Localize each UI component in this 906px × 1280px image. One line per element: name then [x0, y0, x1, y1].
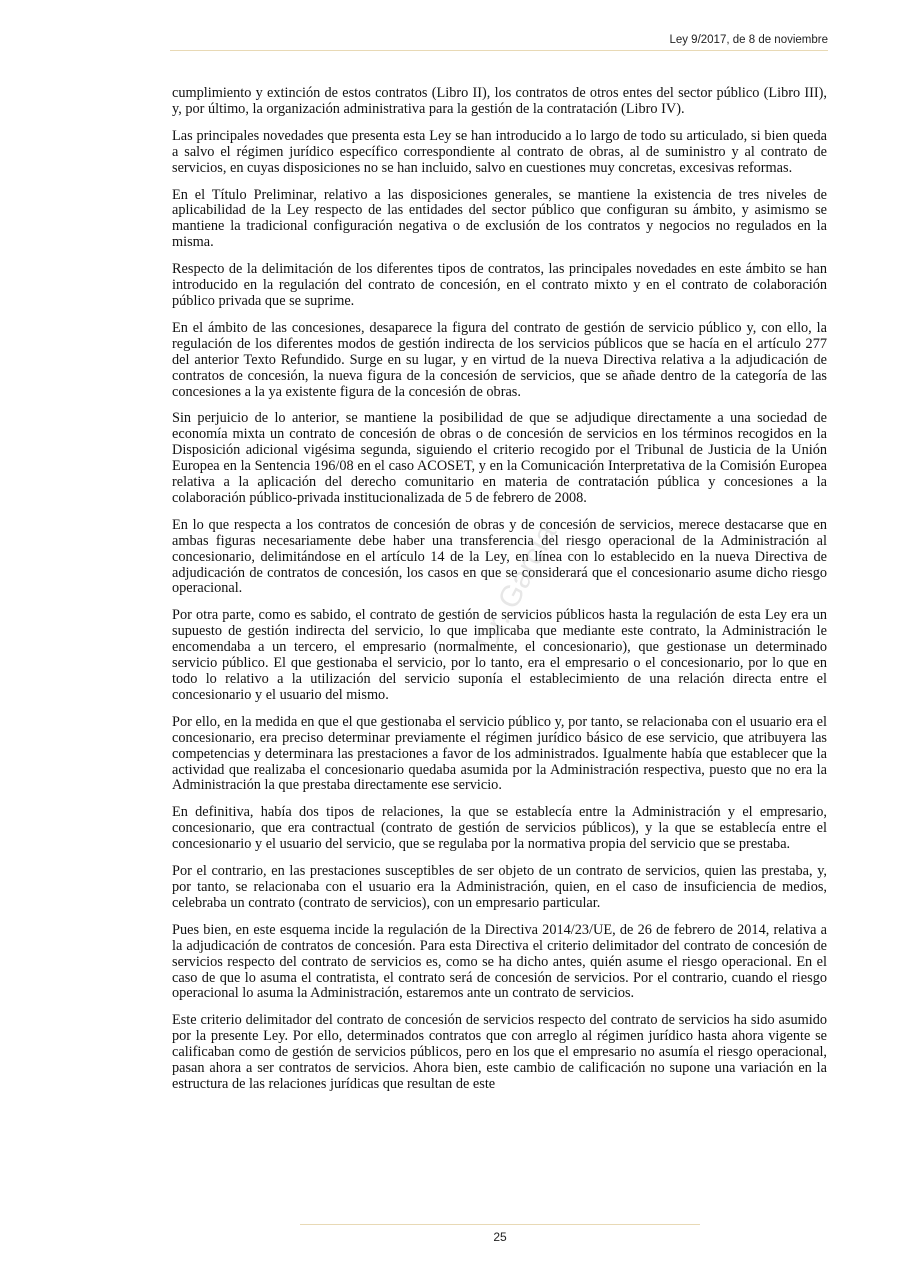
footer-divider — [300, 1224, 700, 1225]
paragraph: En lo que respecta a los contratos de concesión de obras y de concesión de servicios, merece destacarse que en ambas figuras necesariamente debe haber una transferencia del riesgo operacional de la Administración al concesionario, delimitándose en el artículo 14 de la Ley, en línea con lo establecido en la nueva Directiva de adjudicación de contratos de concesión, los casos en que se considerará que el concesionario asume dicho riesgo operacional. — [172, 516, 827, 597]
header-divider — [170, 50, 828, 51]
paragraph: Respecto de la delimitación de los diferentes tipos de contratos, las principales novedades en este ámbito se han introducido en la regulación del contrato de concesión, en el contrato mixto y en el contrato de colaboración público privada que se suprime. — [172, 261, 827, 309]
paragraph: Sin perjuicio de lo anterior, se mantiene la posibilidad de que se adjudique directamente a una sociedad de economía mixta un contrato de concesión de obras o de concesión de servicios en los términos recogidos en la Disposición adicional vigésima segunda, siguiendo el criterio recogido por el Tribunal de Justicia de la Unión Europea en la Sentencia 196/08 en el caso ACOSET, y en la Comunicación Interpretativa de la Comisión Europea relativa a la aplicación del derecho comunitario en materia de contratación pública y concesiones a la colaboración público-privada institucionalizada de 5 de febrero de 2008. — [172, 410, 827, 506]
paragraph: cumplimiento y extinción de estos contratos (Libro II), los contratos de otros entes del sector público (Libro III), y, por último, la organización administrativa para la gestión de la contratación (Libro IV). — [172, 85, 827, 117]
paragraph: En el Título Preliminar, relativo a las disposiciones generales, se mantiene la existencia de tres niveles de aplicabilidad de la Ley respecto de las entidades del sector público que configuran su ámbito, y asimismo se mantiene la tradicional configuración negativa o de exclusión de los contratos y negocios no regulados en la misma. — [172, 186, 827, 251]
document-body — [172, 86, 827, 1104]
paragraph: En definitiva, había dos tipos de relaciones, la que se establecía entre la Administración y el empresario, concesionario, que era contractual (contrato de gestión de servicios públicos), y la que se establecía entre el concesionario y el usuario del servicio, que se regulaba por la normativa propia del servicio que se prestaba. — [172, 804, 827, 853]
paragraph: Por otra parte, como es sabido, el contrato de gestión de servicios públicos hasta la regulación de esta Ley era un supuesto de gestión indirecta del servicio, lo que implicaba que mediante este contrato, la Administración le encomendaba a un tercero, el empresario (normalmente, el concesionario), que gestionase un determinado servicio público. El que gestionaba el servicio, por lo tanto, era el empresario o el concesionario, por lo que en todo lo relativo a la utilización del servicio suponía el establecimiento de una relación directa entre el concesionario y el usuario del mismo. — [172, 607, 827, 703]
running-header: Ley 9/2017, de 8 de noviembre — [669, 34, 828, 46]
paragraph: Por ello, en la medida en que el que gestionaba el servicio público y, por tanto, se relacionaba con el usuario era el concesionario, era preciso determinar previamente el régimen jurídico básico de ese servicio, que atribuyera las competencias y determinara las prestaciones a favor de los administrados. Igualmente había que establecer que la actividad que realizaba el concesionario quedaba asumida por la Administración respectiva, puesto que no era la Administración la que prestaba directamente ese servicio. — [172, 713, 827, 794]
paragraph: Este criterio delimitador del contrato de concesión de servicios respecto del contrato de servicios ha sido asumido por la presente Ley. Por ello, determinados contratos que con arreglo al régimen jurídico hasta ahora vigente se calificaban como de gestión de servicios públicos, pero en los que el empresario no asumía el riesgo operacional, pasan ahora a ser contratos de servicios. Ahora bien, este cambio de calificación no supone una variación en la estructura de las relaciones jurídicas que resultan de este — [172, 1012, 827, 1092]
paragraph: En el ámbito de las concesiones, desaparece la figura del contrato de gestión de servicio público y, con ello, la regulación de los diferentes modos de gestión indirecta de los servicios públicos que se hacía en el artículo 277 del anterior Texto Refundido. Surge en su lugar, y en virtud de la nueva Directiva relativa a la adjudicación de contratos de concesión, la nueva figura de la concesión de servicios, que se añade dentro de la categoría de las concesiones a la ya existente figura de la concesión de obras. — [172, 319, 827, 400]
watermark: Dr. García — [470, 519, 564, 656]
paragraph: Por el contrario, en las prestaciones susceptibles de ser objeto de un contrato de servicios, quien las prestaba, y, por tanto, se relacionaba con el usuario era la Administración, quien, en el caso de insuficiencia de medios, celebraba un contrato (contrato de servicios), con un empresario particular. — [172, 863, 827, 911]
page-number: 25 — [493, 1230, 507, 1244]
paragraph: Pues bien, en este esquema incide la regulación de la Directiva 2014/23/UE, de 26 de febrero de 2014, relativa a la adjudicación de contratos de concesión. Para esta Directiva el criterio delimitador del contrato de concesión de servicios respecto del contrato de servicios es, como se ha dicho antes, quién asume el riesgo operacional. En el caso de que lo asuma el contratista, el contrato será de concesión de servicios. Por el contrario, cuando el riesgo operacional lo asuma la Administración, estaremos ante un contrato de servicios. — [172, 921, 827, 1002]
paragraph: Las principales novedades que presenta esta Ley se han introducido a lo largo de todo su articulado, si bien queda a salvo el régimen jurídico específico correspondiente al contrato de obras, al de suministro y al contrato de servicios, en cuyas disposiciones no se han incluido, salvo en cuestiones muy concretas, excesivas reformas. — [172, 127, 827, 176]
